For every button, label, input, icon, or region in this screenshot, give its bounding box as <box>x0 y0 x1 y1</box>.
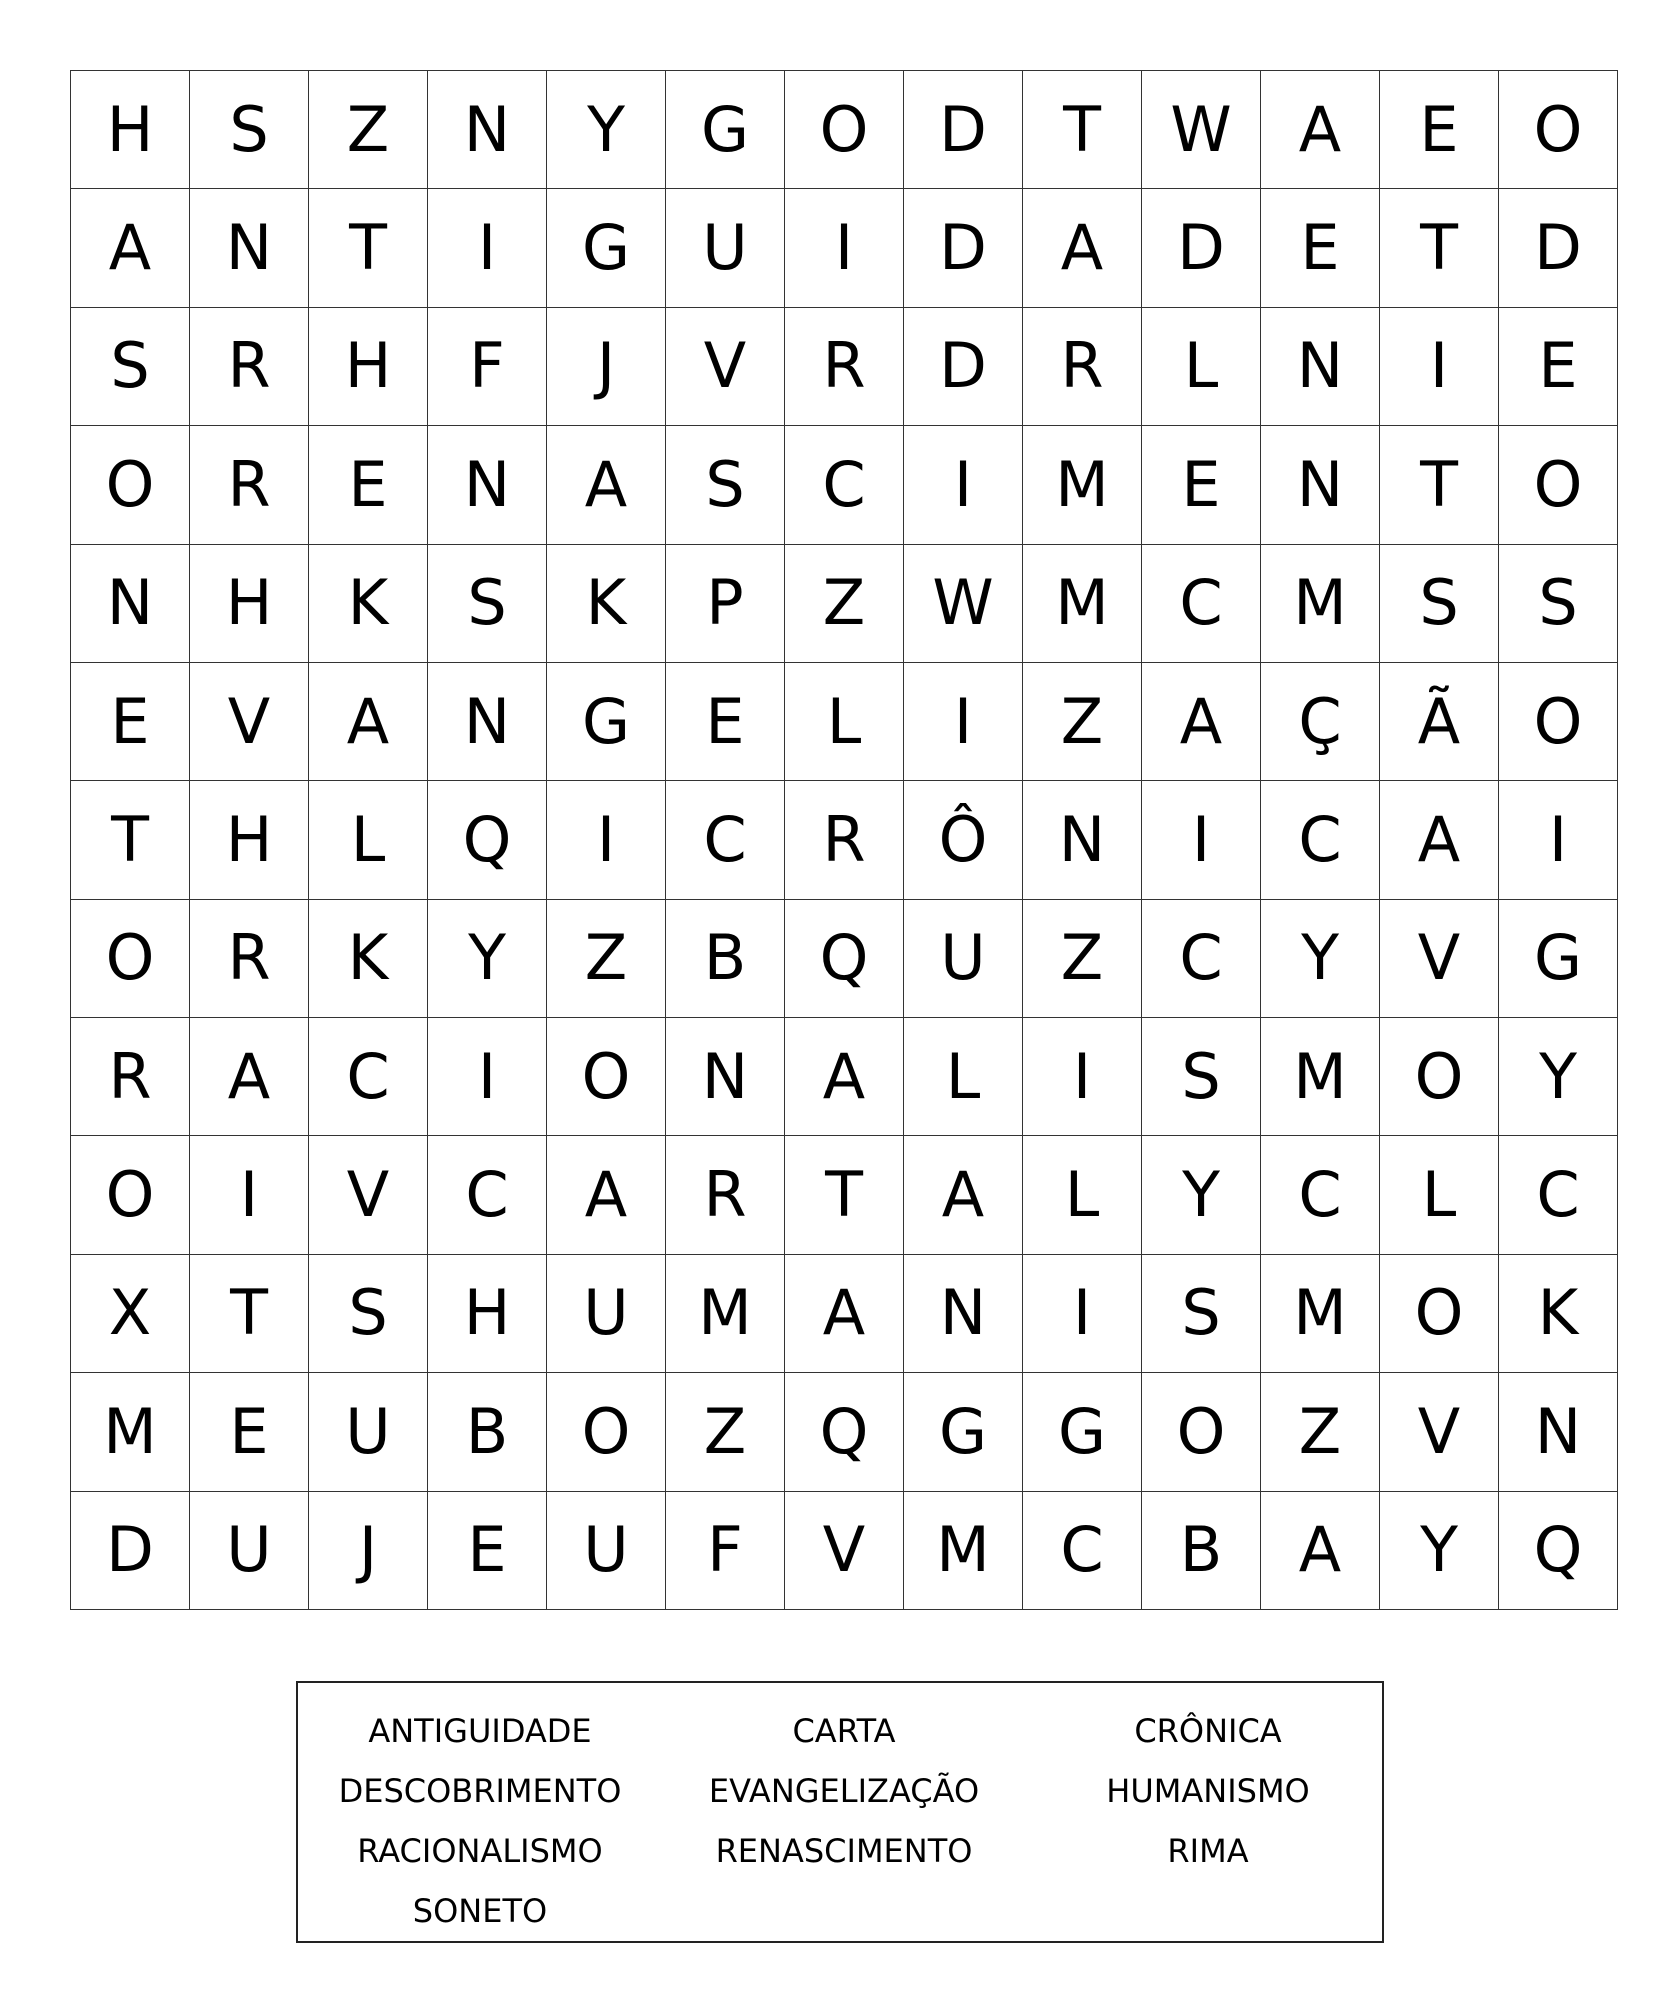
letter-cell[interactable]: I <box>1499 781 1618 899</box>
letter-cell[interactable]: H <box>190 781 309 899</box>
letter-cell[interactable]: T <box>190 1254 309 1372</box>
letter-cell[interactable]: M <box>71 1373 190 1491</box>
letter-cell[interactable]: L <box>1142 307 1261 425</box>
letter-cell[interactable]: T <box>785 1136 904 1254</box>
letter-cell[interactable]: S <box>1380 544 1499 662</box>
letter-cell[interactable]: C <box>1142 899 1261 1017</box>
letter-cell[interactable]: O <box>547 1373 666 1491</box>
grid-row <box>71 1373 1618 1491</box>
letter-cell[interactable]: S <box>1142 1018 1261 1136</box>
letter-cell[interactable]: U <box>547 1491 666 1610</box>
letter-cell[interactable]: M <box>904 1491 1023 1610</box>
letter-cell[interactable]: K <box>309 544 428 662</box>
word-list-item: CRÔNICA <box>1134 1712 1282 1750</box>
grid-row <box>71 307 1618 425</box>
letter-cell[interactable]: V <box>1380 899 1499 1017</box>
letter-cell[interactable]: B <box>428 1373 547 1491</box>
letter-cell[interactable]: T <box>1023 71 1142 189</box>
letter-cell[interactable]: D <box>904 307 1023 425</box>
letter-cell[interactable]: F <box>428 307 547 425</box>
letter-cell[interactable]: M <box>1261 1018 1380 1136</box>
letter-cell[interactable]: Y <box>1499 1018 1618 1136</box>
letter-cell[interactable]: C <box>1261 1136 1380 1254</box>
letter-cell[interactable]: F <box>666 1491 785 1610</box>
letter-cell[interactable]: X <box>71 1254 190 1372</box>
letter-cell[interactable]: Z <box>785 544 904 662</box>
letter-cell[interactable]: E <box>309 426 428 544</box>
word-list-item: SONETO <box>412 1892 548 1930</box>
letter-cell[interactable]: N <box>1261 307 1380 425</box>
letter-cell[interactable]: A <box>1261 1491 1380 1610</box>
letter-cell[interactable]: N <box>428 71 547 189</box>
letter-cell[interactable]: C <box>1142 544 1261 662</box>
letter-cell[interactable]: Q <box>785 899 904 1017</box>
letter-cell[interactable]: Ã <box>1380 662 1499 780</box>
letter-cell[interactable]: S <box>1142 1254 1261 1372</box>
letter-cell[interactable]: Q <box>428 781 547 899</box>
letter-cell[interactable]: T <box>1380 426 1499 544</box>
letter-cell[interactable]: L <box>1380 1136 1499 1254</box>
letter-cell[interactable]: E <box>1261 189 1380 307</box>
letter-cell[interactable]: Q <box>785 1373 904 1491</box>
letter-cell[interactable]: A <box>1023 189 1142 307</box>
letter-cell[interactable]: L <box>309 781 428 899</box>
letter-cell[interactable]: A <box>71 189 190 307</box>
word-list-item: ANTIGUIDADE <box>368 1712 592 1750</box>
letter-cell[interactable]: O <box>71 426 190 544</box>
letter-cell[interactable]: S <box>71 307 190 425</box>
letter-cell[interactable]: O <box>1499 662 1618 780</box>
letter-cell[interactable]: I <box>190 1136 309 1254</box>
letter-cell[interactable]: U <box>309 1373 428 1491</box>
letter-cell[interactable]: O <box>1499 71 1618 189</box>
letter-cell[interactable]: E <box>428 1491 547 1610</box>
letter-cell[interactable]: M <box>1261 1254 1380 1372</box>
letter-cell[interactable]: R <box>666 1136 785 1254</box>
letter-cell[interactable]: D <box>904 71 1023 189</box>
word-search-grid <box>70 70 1618 1610</box>
letter-cell[interactable]: D <box>904 189 1023 307</box>
letter-cell[interactable]: N <box>1261 426 1380 544</box>
letter-cell[interactable]: V <box>785 1491 904 1610</box>
letter-cell[interactable]: W <box>904 544 1023 662</box>
letter-cell[interactable]: H <box>309 307 428 425</box>
word-list-item: HUMANISMO <box>1106 1772 1310 1810</box>
letter-cell[interactable]: B <box>1142 1491 1261 1610</box>
grid-row <box>71 1018 1618 1136</box>
letter-cell[interactable]: R <box>1023 307 1142 425</box>
letter-cell[interactable]: T <box>309 189 428 307</box>
letter-cell[interactable]: S <box>190 71 309 189</box>
letter-cell[interactable]: A <box>785 1018 904 1136</box>
letter-cell[interactable]: O <box>1380 1254 1499 1372</box>
letter-cell[interactable]: N <box>904 1254 1023 1372</box>
letter-cell[interactable]: C <box>1023 1491 1142 1610</box>
letter-cell[interactable]: K <box>309 899 428 1017</box>
letter-cell[interactable]: G <box>666 71 785 189</box>
letter-cell[interactable]: P <box>666 544 785 662</box>
letter-cell[interactable]: Ô <box>904 781 1023 899</box>
letter-cell[interactable]: S <box>1499 544 1618 662</box>
letter-cell[interactable]: O <box>1380 1018 1499 1136</box>
letter-cell[interactable]: V <box>190 662 309 780</box>
letter-cell[interactable]: C <box>785 426 904 544</box>
letter-cell[interactable]: H <box>71 71 190 189</box>
letter-cell[interactable]: U <box>190 1491 309 1610</box>
grid-row <box>71 662 1618 780</box>
letter-cell[interactable]: Z <box>666 1373 785 1491</box>
word-list-item: CARTA <box>792 1712 896 1750</box>
letter-cell[interactable]: C <box>1261 781 1380 899</box>
letter-cell[interactable]: V <box>309 1136 428 1254</box>
letter-cell[interactable]: R <box>190 307 309 425</box>
letter-cell[interactable]: I <box>428 1018 547 1136</box>
letter-cell[interactable]: C <box>666 781 785 899</box>
letter-cell[interactable]: G <box>547 189 666 307</box>
letter-cell[interactable]: M <box>1023 426 1142 544</box>
word-list-item: RACIONALISMO <box>357 1832 603 1870</box>
letter-cell[interactable]: W <box>1142 71 1261 189</box>
letter-cell[interactable]: I <box>1142 781 1261 899</box>
letter-cell[interactable]: Y <box>1142 1136 1261 1254</box>
letter-cell[interactable]: B <box>666 899 785 1017</box>
grid-row <box>71 1254 1618 1372</box>
letter-cell[interactable]: D <box>1142 189 1261 307</box>
letter-cell[interactable]: I <box>428 189 547 307</box>
letter-cell[interactable]: A <box>904 1136 1023 1254</box>
letter-cell[interactable]: O <box>1142 1373 1261 1491</box>
letter-cell[interactable]: L <box>785 662 904 780</box>
grid-row <box>71 544 1618 662</box>
letter-cell[interactable]: Z <box>1023 899 1142 1017</box>
word-list-item: DESCOBRIMENTO <box>338 1772 622 1810</box>
grid-row <box>71 781 1618 899</box>
letter-cell[interactable]: A <box>1380 781 1499 899</box>
letter-cell[interactable]: L <box>1023 1136 1142 1254</box>
letter-cell[interactable]: R <box>190 426 309 544</box>
letter-cell[interactable]: I <box>547 781 666 899</box>
letter-cell[interactable]: J <box>547 307 666 425</box>
letter-cell[interactable]: D <box>71 1491 190 1610</box>
letter-cell[interactable]: Z <box>309 71 428 189</box>
letter-cell[interactable]: Y <box>1261 899 1380 1017</box>
letter-cell[interactable]: C <box>428 1136 547 1254</box>
letter-cell[interactable]: M <box>1261 544 1380 662</box>
letter-cell[interactable]: Y <box>428 899 547 1017</box>
letter-cell[interactable]: V <box>666 307 785 425</box>
letter-cell[interactable]: A <box>1142 662 1261 780</box>
word-list-box <box>296 1681 1384 1943</box>
grid-row <box>71 899 1618 1017</box>
letter-cell[interactable]: R <box>785 781 904 899</box>
letter-cell[interactable]: U <box>666 189 785 307</box>
letter-cell[interactable]: M <box>1023 544 1142 662</box>
letter-cell[interactable]: N <box>428 426 547 544</box>
word-list-item: EVANGELIZAÇÃO <box>708 1772 980 1810</box>
letter-cell[interactable]: S <box>309 1254 428 1372</box>
letter-cell[interactable]: O <box>785 71 904 189</box>
letter-cell[interactable]: D <box>1499 189 1618 307</box>
letter-cell[interactable]: G <box>1499 899 1618 1017</box>
letter-cell[interactable]: T <box>1380 189 1499 307</box>
letter-cell[interactable]: U <box>904 899 1023 1017</box>
letter-cell[interactable]: Ç <box>1261 662 1380 780</box>
letter-cell[interactable]: A <box>547 426 666 544</box>
letter-cell[interactable]: O <box>71 1136 190 1254</box>
letter-cell[interactable]: K <box>547 544 666 662</box>
letter-cell[interactable]: Z <box>1023 662 1142 780</box>
letter-cell[interactable]: E <box>1142 426 1261 544</box>
letter-cell[interactable]: M <box>666 1254 785 1372</box>
letter-cell[interactable]: E <box>1380 71 1499 189</box>
grid-row <box>71 71 1618 189</box>
letter-cell[interactable]: Y <box>1380 1491 1499 1610</box>
letter-cell[interactable]: K <box>1499 1254 1618 1372</box>
letter-cell[interactable]: S <box>428 544 547 662</box>
letter-cell[interactable]: H <box>428 1254 547 1372</box>
grid-row <box>71 426 1618 544</box>
letter-cell[interactable]: Y <box>547 71 666 189</box>
grid-row <box>71 1136 1618 1254</box>
letter-cell[interactable]: A <box>547 1136 666 1254</box>
letter-cell[interactable]: N <box>1023 781 1142 899</box>
letter-cell[interactable]: I <box>1380 307 1499 425</box>
letter-cell[interactable]: G <box>904 1373 1023 1491</box>
word-list-item: RIMA <box>1167 1832 1249 1870</box>
letter-cell[interactable]: A <box>309 662 428 780</box>
letter-cell[interactable]: E <box>190 1373 309 1491</box>
grid-row <box>71 1491 1618 1610</box>
letter-cell[interactable]: R <box>785 307 904 425</box>
letter-cell[interactable]: O <box>547 1018 666 1136</box>
letter-cell[interactable]: E <box>1499 307 1618 425</box>
letter-cell[interactable]: Z <box>1261 1373 1380 1491</box>
letter-cell[interactable]: N <box>428 662 547 780</box>
letter-cell[interactable]: V <box>1380 1373 1499 1491</box>
letter-cell[interactable]: R <box>71 1018 190 1136</box>
grid-row <box>71 189 1618 307</box>
letter-cell[interactable]: S <box>666 426 785 544</box>
letter-cell[interactable]: H <box>190 544 309 662</box>
letter-cell[interactable]: T <box>71 781 190 899</box>
letter-cell[interactable]: I <box>785 189 904 307</box>
letter-cell[interactable]: I <box>904 426 1023 544</box>
letter-cell[interactable]: N <box>190 189 309 307</box>
word-list-item: RENASCIMENTO <box>715 1832 973 1870</box>
letter-cell[interactable]: G <box>1023 1373 1142 1491</box>
letter-cell[interactable]: O <box>71 899 190 1017</box>
letter-cell[interactable]: A <box>785 1254 904 1372</box>
letter-cell[interactable]: Q <box>1499 1491 1618 1610</box>
letter-cell[interactable]: N <box>666 1018 785 1136</box>
letter-cell[interactable]: I <box>904 662 1023 780</box>
letter-cell[interactable]: C <box>1499 1136 1618 1254</box>
letter-cell[interactable]: G <box>547 662 666 780</box>
letter-cell[interactable]: U <box>547 1254 666 1372</box>
letter-cell[interactable]: Z <box>547 899 666 1017</box>
letter-cell[interactable]: I <box>1023 1018 1142 1136</box>
word-list <box>298 1701 1382 1941</box>
letter-cell[interactable]: E <box>71 662 190 780</box>
letter-cell[interactable]: L <box>904 1018 1023 1136</box>
letter-cell[interactable]: J <box>309 1491 428 1610</box>
letter-cell[interactable]: A <box>1261 71 1380 189</box>
letter-cell[interactable]: N <box>1499 1373 1618 1491</box>
letter-cell[interactable]: O <box>1499 426 1618 544</box>
letter-cell[interactable]: A <box>190 1018 309 1136</box>
letter-cell[interactable]: C <box>309 1018 428 1136</box>
letter-cell[interactable]: N <box>71 544 190 662</box>
letter-cell[interactable]: R <box>190 899 309 1017</box>
letter-cell[interactable]: E <box>666 662 785 780</box>
letter-cell[interactable]: I <box>1023 1254 1142 1372</box>
